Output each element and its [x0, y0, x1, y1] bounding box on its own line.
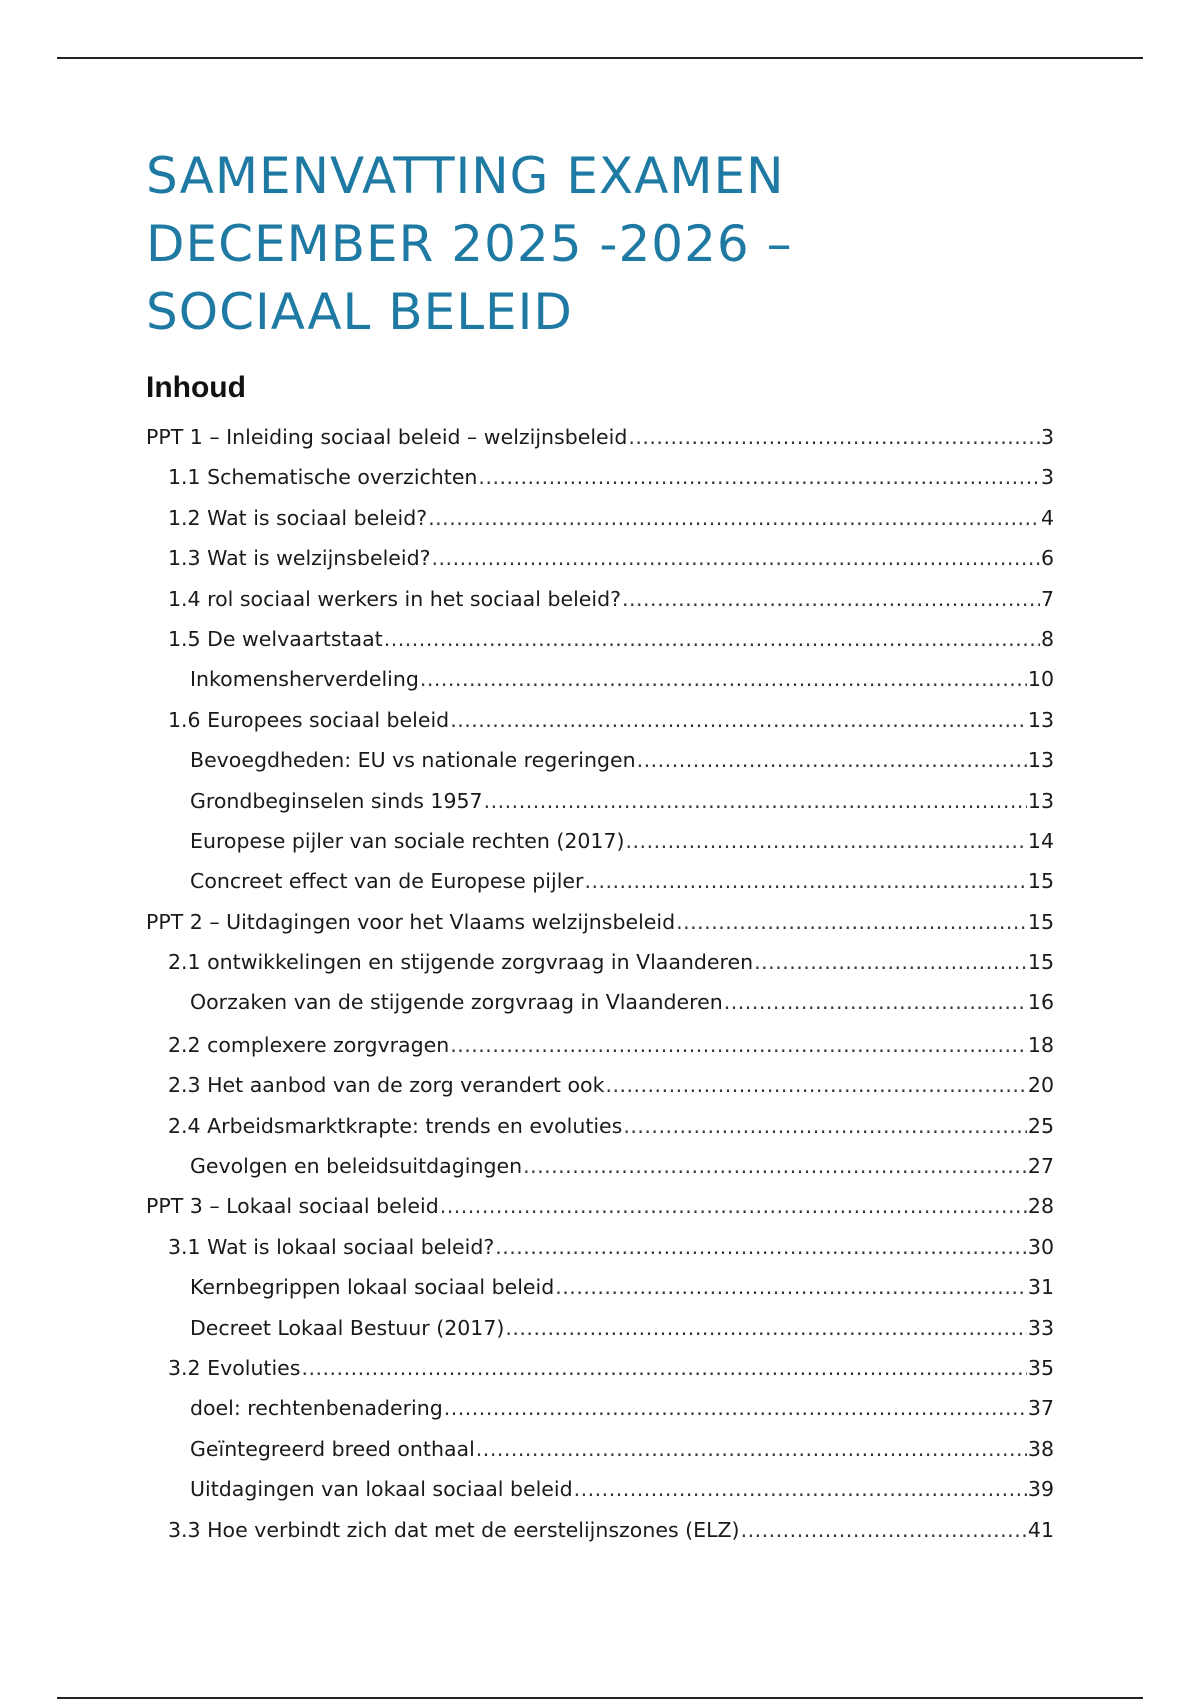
toc-entry[interactable]	[146, 861, 1054, 901]
toc-entry-label: Decreet Lokaal Bestuur (2017)	[190, 1315, 505, 1340]
toc-entry[interactable]	[146, 498, 1054, 538]
toc-page-number: 16	[1027, 990, 1054, 1015]
toc-page-number: 15	[1027, 950, 1054, 975]
toc-entry-label: 1.4 rol sociaal werkers in het sociaal beleid?	[168, 586, 621, 611]
toc-entry[interactable]	[146, 1106, 1054, 1146]
toc-entry[interactable]	[146, 1025, 1054, 1065]
toc-page-number: 31	[1027, 1275, 1054, 1300]
toc-entry-label: 1.1 Schematische overzichten	[168, 465, 478, 490]
toc-dot-leader	[478, 457, 1040, 497]
document-title	[146, 142, 906, 346]
toc-heading: Inhoud	[146, 371, 246, 404]
toc-entry[interactable]	[146, 659, 1054, 699]
toc-entry[interactable]	[146, 1469, 1054, 1509]
toc-page-number: 13	[1027, 788, 1054, 813]
toc-entry[interactable]	[146, 700, 1054, 740]
toc-page-number: 27	[1027, 1154, 1054, 1179]
toc-page-number: 41	[1027, 1517, 1054, 1542]
toc-entry-label: Grondbeginselen sinds 1957	[190, 788, 483, 813]
toc-dot-leader	[428, 498, 1040, 538]
toc-dot-leader	[574, 1469, 1027, 1509]
toc-dot-leader	[495, 1227, 1027, 1267]
toc-entry-label: PPT 1 – Inleiding sociaal beleid – welzijnsbeleid	[146, 425, 628, 449]
toc-entry[interactable]	[146, 1267, 1054, 1307]
header-rule	[57, 57, 1143, 59]
toc-entry-label: 1.2 Wat is sociaal beleid?	[168, 505, 428, 530]
toc-page-number: 28	[1027, 1194, 1054, 1219]
toc-entry[interactable]	[146, 1429, 1054, 1469]
toc-entry-label: Europese pijler van sociale rechten (2017)	[190, 828, 625, 853]
toc-entry-label: PPT 2 – Uitdagingen voor het Vlaams welzijnsbeleid	[146, 909, 676, 934]
toc-page-number: 37	[1027, 1396, 1054, 1421]
toc-entry[interactable]	[146, 1227, 1054, 1267]
toc-entry[interactable]	[146, 417, 1054, 457]
toc-page-number: 33	[1027, 1315, 1054, 1340]
toc-entry[interactable]	[146, 821, 1054, 861]
toc-entry-label: 2.1 ontwikkelingen en stijgende zorgvraag in Vlaanderen	[168, 950, 754, 975]
toc-dot-leader	[754, 942, 1027, 982]
toc-page-number: 15	[1027, 869, 1054, 894]
toc-entry-label: 1.6 Europees sociaal beleid	[168, 707, 450, 732]
toc-page-number: 10	[1027, 667, 1054, 692]
toc-entry[interactable]	[146, 740, 1054, 780]
toc-dot-leader	[420, 659, 1027, 699]
toc-page-number: 3	[1040, 425, 1054, 449]
toc-entry[interactable]	[146, 1388, 1054, 1428]
toc-entry-label: Uitdagingen van lokaal sociaal beleid	[190, 1477, 573, 1502]
toc-dot-leader	[741, 1510, 1027, 1550]
toc-page-number: 13	[1027, 748, 1054, 773]
toc-entry[interactable]	[146, 1186, 1054, 1226]
toc-entry-label: Kernbegrippen lokaal sociaal beleid	[190, 1275, 555, 1300]
toc-entry[interactable]	[146, 538, 1054, 578]
toc-entry-label: 3.1 Wat is lokaal sociaal beleid?	[168, 1234, 495, 1259]
toc-entry[interactable]	[146, 1348, 1054, 1388]
toc-dot-leader	[523, 1146, 1027, 1186]
toc-page-number: 18	[1027, 1032, 1054, 1057]
toc-dot-leader	[724, 982, 1027, 1022]
table-of-contents	[146, 417, 1054, 1550]
toc-page-number: 4	[1040, 505, 1054, 530]
toc-page-number: 8	[1040, 626, 1054, 651]
toc-dot-leader	[476, 1429, 1027, 1469]
title-line-3: SOCIAAL BELEID	[146, 283, 573, 341]
toc-entry-label: 3.3 Hoe verbindt zich dat met de eerstelijnszones (ELZ)	[168, 1517, 740, 1542]
toc-dot-leader	[450, 700, 1027, 740]
toc-page-number: 20	[1027, 1073, 1054, 1098]
toc-dot-leader	[637, 740, 1027, 780]
toc-dot-leader	[626, 821, 1027, 861]
toc-dot-leader	[623, 1106, 1027, 1146]
toc-entry-label: 2.3 Het aanbod van de zorg verandert ook	[168, 1073, 605, 1098]
toc-entry-label: 1.5 De welvaartstaat	[168, 626, 383, 651]
title-line-2: DECEMBER 2025 -2026 –	[146, 215, 793, 273]
toc-dot-leader	[505, 1308, 1027, 1348]
toc-entry[interactable]	[146, 457, 1054, 497]
toc-entry-label: 2.4 Arbeidsmarktkrapte: trends en evoluties	[168, 1113, 623, 1138]
toc-page-number: 14	[1027, 828, 1054, 853]
toc-entry[interactable]	[146, 982, 1054, 1022]
toc-page-number: 3	[1040, 465, 1054, 490]
toc-page-number: 7	[1040, 586, 1054, 611]
toc-dot-leader	[384, 619, 1040, 659]
toc-entry[interactable]	[146, 579, 1054, 619]
toc-page-number: 13	[1027, 707, 1054, 732]
toc-dot-leader	[432, 538, 1040, 578]
footer-rule	[57, 1697, 1143, 1699]
toc-page-number: 30	[1027, 1234, 1054, 1259]
toc-entry-label: Concreet effect van de Europese pijler	[190, 869, 584, 894]
toc-dot-leader	[555, 1267, 1027, 1307]
toc-entry[interactable]	[146, 902, 1054, 942]
toc-entry[interactable]	[146, 1146, 1054, 1186]
toc-dot-leader	[301, 1348, 1026, 1388]
toc-dot-leader	[440, 1186, 1027, 1226]
toc-entry-label: 2.2 complexere zorgvragen	[168, 1032, 450, 1057]
toc-entry-label: Inkomensherverdeling	[190, 667, 419, 692]
toc-page-number: 6	[1040, 546, 1054, 571]
toc-dot-leader	[605, 1065, 1026, 1105]
toc-page-number: 25	[1027, 1113, 1054, 1138]
toc-dot-leader	[628, 417, 1040, 457]
toc-dot-leader	[622, 579, 1040, 619]
toc-entry-label: 3.2 Evoluties	[168, 1355, 301, 1380]
toc-dot-leader	[676, 902, 1027, 942]
toc-entry-label: Bevoegdheden: EU vs nationale regeringen	[190, 748, 636, 773]
title-line-1: SAMENVATTING EXAMEN	[146, 147, 785, 205]
toc-entry[interactable]	[146, 1308, 1054, 1348]
toc-entry-label: Gevolgen en beleidsuitdagingen	[190, 1154, 523, 1179]
toc-page-number: 15	[1027, 909, 1054, 934]
toc-entry[interactable]	[146, 942, 1054, 982]
toc-entry-label: doel: rechtenbenadering	[190, 1396, 443, 1421]
toc-entry-label: PPT 3 – Lokaal sociaal beleid	[146, 1194, 439, 1219]
toc-dot-leader	[584, 861, 1026, 901]
toc-entry[interactable]	[146, 619, 1054, 659]
toc-entry[interactable]	[146, 1065, 1054, 1105]
toc-entry[interactable]	[146, 1510, 1054, 1550]
toc-page-number: 38	[1027, 1436, 1054, 1461]
toc-entry-label: Oorzaken van de stijgende zorgvraag in Vlaanderen	[190, 990, 723, 1015]
toc-entry-label: Geïntegreerd breed onthaal	[190, 1436, 475, 1461]
toc-dot-leader	[444, 1388, 1027, 1428]
toc-entry[interactable]	[146, 781, 1054, 821]
toc-page-number: 35	[1027, 1355, 1054, 1380]
toc-page-number: 39	[1027, 1477, 1054, 1502]
toc-dot-leader	[450, 1025, 1027, 1065]
toc-entry-label: 1.3 Wat is welzijnsbeleid?	[168, 546, 431, 571]
toc-dot-leader	[484, 781, 1027, 821]
